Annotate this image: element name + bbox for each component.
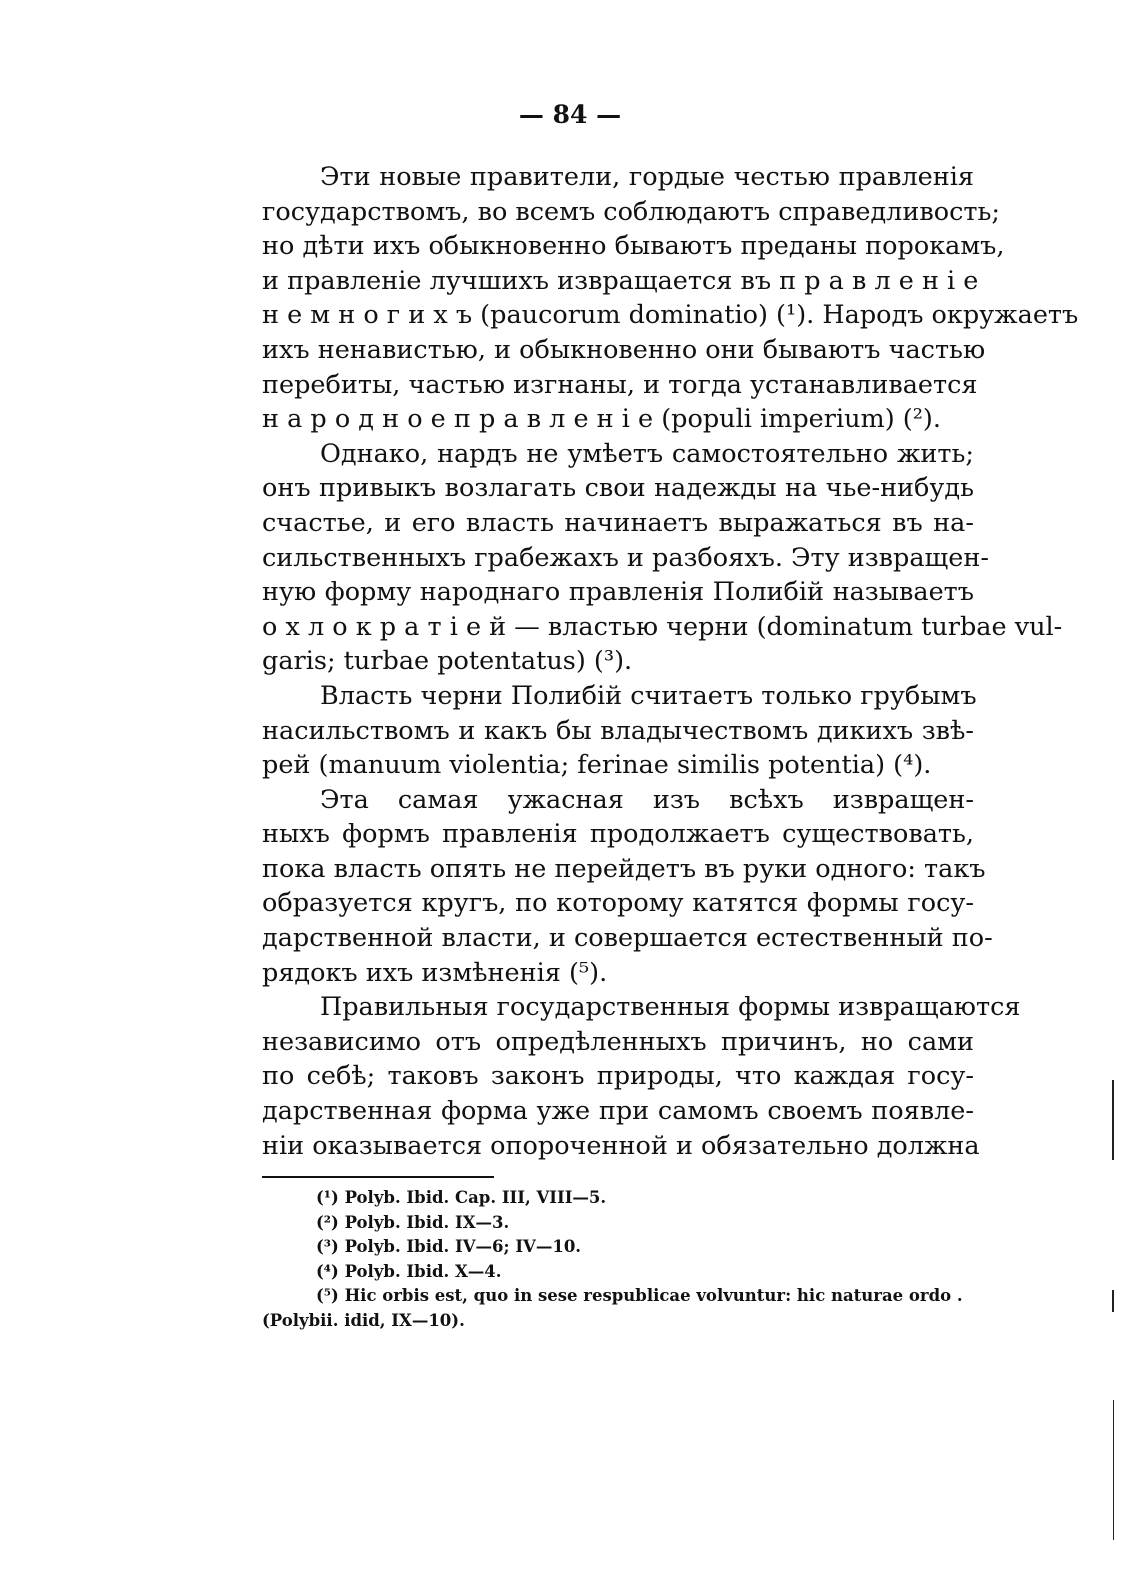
paragraph	[262, 160, 1079, 437]
footnote-continuation: (Polybii. idid, IX—10).	[262, 1310, 465, 1330]
page-number: — 84 —	[518, 100, 622, 129]
footnote-divider	[262, 1176, 494, 1178]
footnote: (³) Polyb. Ibid. IV—6; IV—10.	[316, 1237, 582, 1256]
text-line: о х л о к р а т і е й — властью черни (dominatum turbae vul-	[262, 611, 1063, 642]
text-line: Эти новые правители, гордые честью правленія	[320, 162, 974, 192]
footnote: (⁴) Polyb. Ibid. X—4.	[316, 1261, 502, 1281]
text-line: и правленіе лучшихъ извращается въ п р а в л е н і е	[262, 265, 979, 296]
text-line: дарственной власти, и совершается естественный по-	[262, 923, 993, 954]
paragraph	[262, 437, 1063, 679]
text-line: дарственная форма уже при самомъ своемъ появле-	[262, 1096, 974, 1127]
paragraph	[262, 679, 977, 783]
text-line: рядокъ ихъ измѣненія (⁵).	[262, 957, 608, 988]
text-line: государствомъ, во всемъ соблюдаютъ справедливость;	[262, 196, 1000, 227]
footnote: (¹) Polyb. Ibid. Cap. III, VIII—5.	[316, 1188, 607, 1207]
footnote: (⁵) Hic orbis est, quo in sese respublicae volvuntur: hic naturae ordo .	[316, 1286, 963, 1305]
paragraph	[262, 783, 993, 991]
text-line: ихъ ненавистью, и обыкновенно они бываютъ частью	[262, 334, 986, 365]
text-line: ніи оказывается опороченной и обязательно должна	[262, 1130, 980, 1161]
text-line: ныхъ формъ правленія продолжаетъ существовать,	[262, 819, 974, 850]
footnote: (²) Polyb. Ibid. IX—3.	[316, 1212, 510, 1232]
text-line: но дѣти ихъ обыкновенно бываютъ преданы порокамъ,	[262, 231, 1005, 262]
text-line: сильственныхъ грабежахъ и разбояхъ. Эту извращен-	[262, 542, 989, 573]
page-edge-mark	[1112, 1080, 1114, 1160]
text-line: насильствомъ и какъ бы владычествомъ дикихъ звѣ-	[262, 715, 974, 746]
text-line: счастье, и его власть начинаетъ выражаться въ на-	[262, 507, 974, 538]
text-line: н а р о д н о е п р а в л е н і е (populi imperium) (²).	[262, 404, 941, 435]
text-line: Правильныя государственныя формы извращаются	[320, 992, 1021, 1023]
paragraph	[262, 990, 1021, 1163]
text-line: garis; turbae potentatus) (³).	[262, 646, 633, 677]
page-edge-mark	[1113, 1400, 1114, 1540]
text-line: независимо отъ опредѣленныхъ причинъ, но сами	[262, 1026, 974, 1057]
text-line: пока власть опять не перейдетъ въ руки одного: такъ	[262, 853, 986, 884]
body-text	[262, 160, 1079, 1163]
text-line: рей (manuum violentia; ferinae similis potentia) (⁴).	[262, 750, 932, 781]
page-edge-mark	[1112, 1290, 1114, 1312]
text-line: перебиты, частью изгнаны, и тогда устанавливается	[262, 369, 978, 400]
text-line: н е м н о г и х ъ (paucorum dominatio) (¹). Народъ окружаетъ	[262, 300, 1079, 331]
text-line: Власть черни Полибій считаетъ только грубымъ	[320, 680, 977, 711]
text-line: онъ привыкъ возлагать свои надежды на чье-нибудь	[262, 473, 974, 504]
text-line: по себѣ; таковъ законъ природы, что каждая госу-	[262, 1061, 974, 1092]
text-line: ную форму народнаго правленія Полибій называетъ	[262, 577, 974, 608]
text-line: образуется кругъ, по которому катятся формы госу-	[262, 888, 974, 919]
text-line: Однако, нардъ не умѣетъ самостоятельно жить;	[320, 438, 974, 469]
footnotes	[262, 1186, 974, 1333]
text-line: Эта самая ужасная изъ всѣхъ извращен-	[320, 784, 974, 815]
